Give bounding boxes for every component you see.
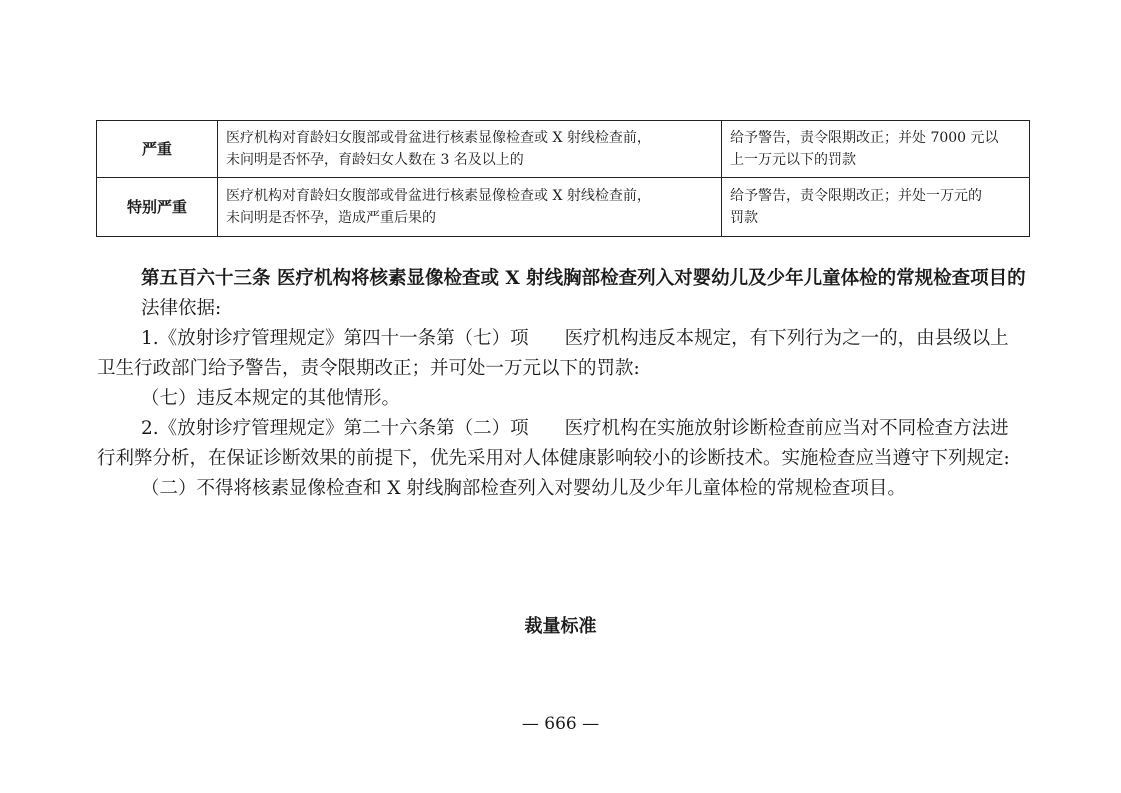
legal-basis-source: 2.《放射诊疗管理规定》第二十六条第（二）项 bbox=[141, 418, 529, 439]
situation-line: 未问明是否怀孕，造成严重后果的 bbox=[226, 210, 436, 226]
violation-situation-cell bbox=[218, 178, 722, 237]
article-title: 第五百六十三条 医疗机构将核素显像检查或 X 射线胸部检查列入对婴幼儿及少年儿童体检的常规检查项目的 bbox=[141, 268, 1026, 289]
legal-basis-text: 医疗机构在实施放射诊断检查前应当对不同检查方法进行利弊分析，在保证诊断效果的前提下，优先采用对人体健康影响较小的诊断技术。实施检查应当遵守下列规定: bbox=[97, 418, 1010, 469]
severity-level-cell: 严重 bbox=[97, 121, 218, 178]
penalty-table bbox=[96, 120, 1030, 237]
penalty-line: 罚款 bbox=[730, 210, 758, 226]
legal-basis-item: （二）不得将核素显像检查和 X 射线胸部检查列入对婴幼儿及少年儿童体检的常规检查项目。 bbox=[141, 478, 906, 499]
legal-basis-paragraph bbox=[97, 324, 1027, 384]
article-body bbox=[97, 264, 1027, 504]
table-row bbox=[97, 121, 1030, 178]
severity-level-cell: 特别严重 bbox=[97, 178, 218, 237]
penalty-line: 给予警告，责令限期改正；并处 7000 元以 bbox=[730, 130, 999, 146]
legal-basis-source: 1.《放射诊疗管理规定》第四十一条第（七）项 bbox=[141, 328, 529, 349]
penalty-cell bbox=[722, 178, 1030, 237]
legal-basis-paragraph bbox=[97, 414, 1027, 474]
page-number: — 666 — bbox=[521, 714, 600, 734]
penalty-line: 给予警告，责令限期改正；并处一万元的 bbox=[730, 188, 982, 204]
violation-situation-cell bbox=[218, 121, 722, 178]
situation-line: 医疗机构对育龄妇女腹部或骨盆进行核素显像检查或 X 射线检查前， bbox=[226, 188, 651, 204]
penalty-line: 上一万元以下的罚款 bbox=[730, 152, 856, 168]
situation-line: 医疗机构对育龄妇女腹部或骨盆进行核素显像检查或 X 射线检查前， bbox=[226, 130, 651, 146]
legal-basis-item: （七）违反本规定的其他情形。 bbox=[141, 388, 401, 409]
section-title: 裁量标准 bbox=[524, 616, 597, 637]
legal-basis-text: 医疗机构违反本规定，有下列行为之一的，由县级以上卫生行政部门给予警告，责令限期改正；并可处一万元以下的罚款: bbox=[97, 328, 1009, 379]
penalty-cell bbox=[722, 121, 1030, 178]
legal-basis-label: 法律依据: bbox=[141, 298, 222, 319]
table-row bbox=[97, 178, 1030, 237]
situation-line: 未问明是否怀孕，育龄妇女人数在 3 名及以上的 bbox=[226, 152, 524, 168]
